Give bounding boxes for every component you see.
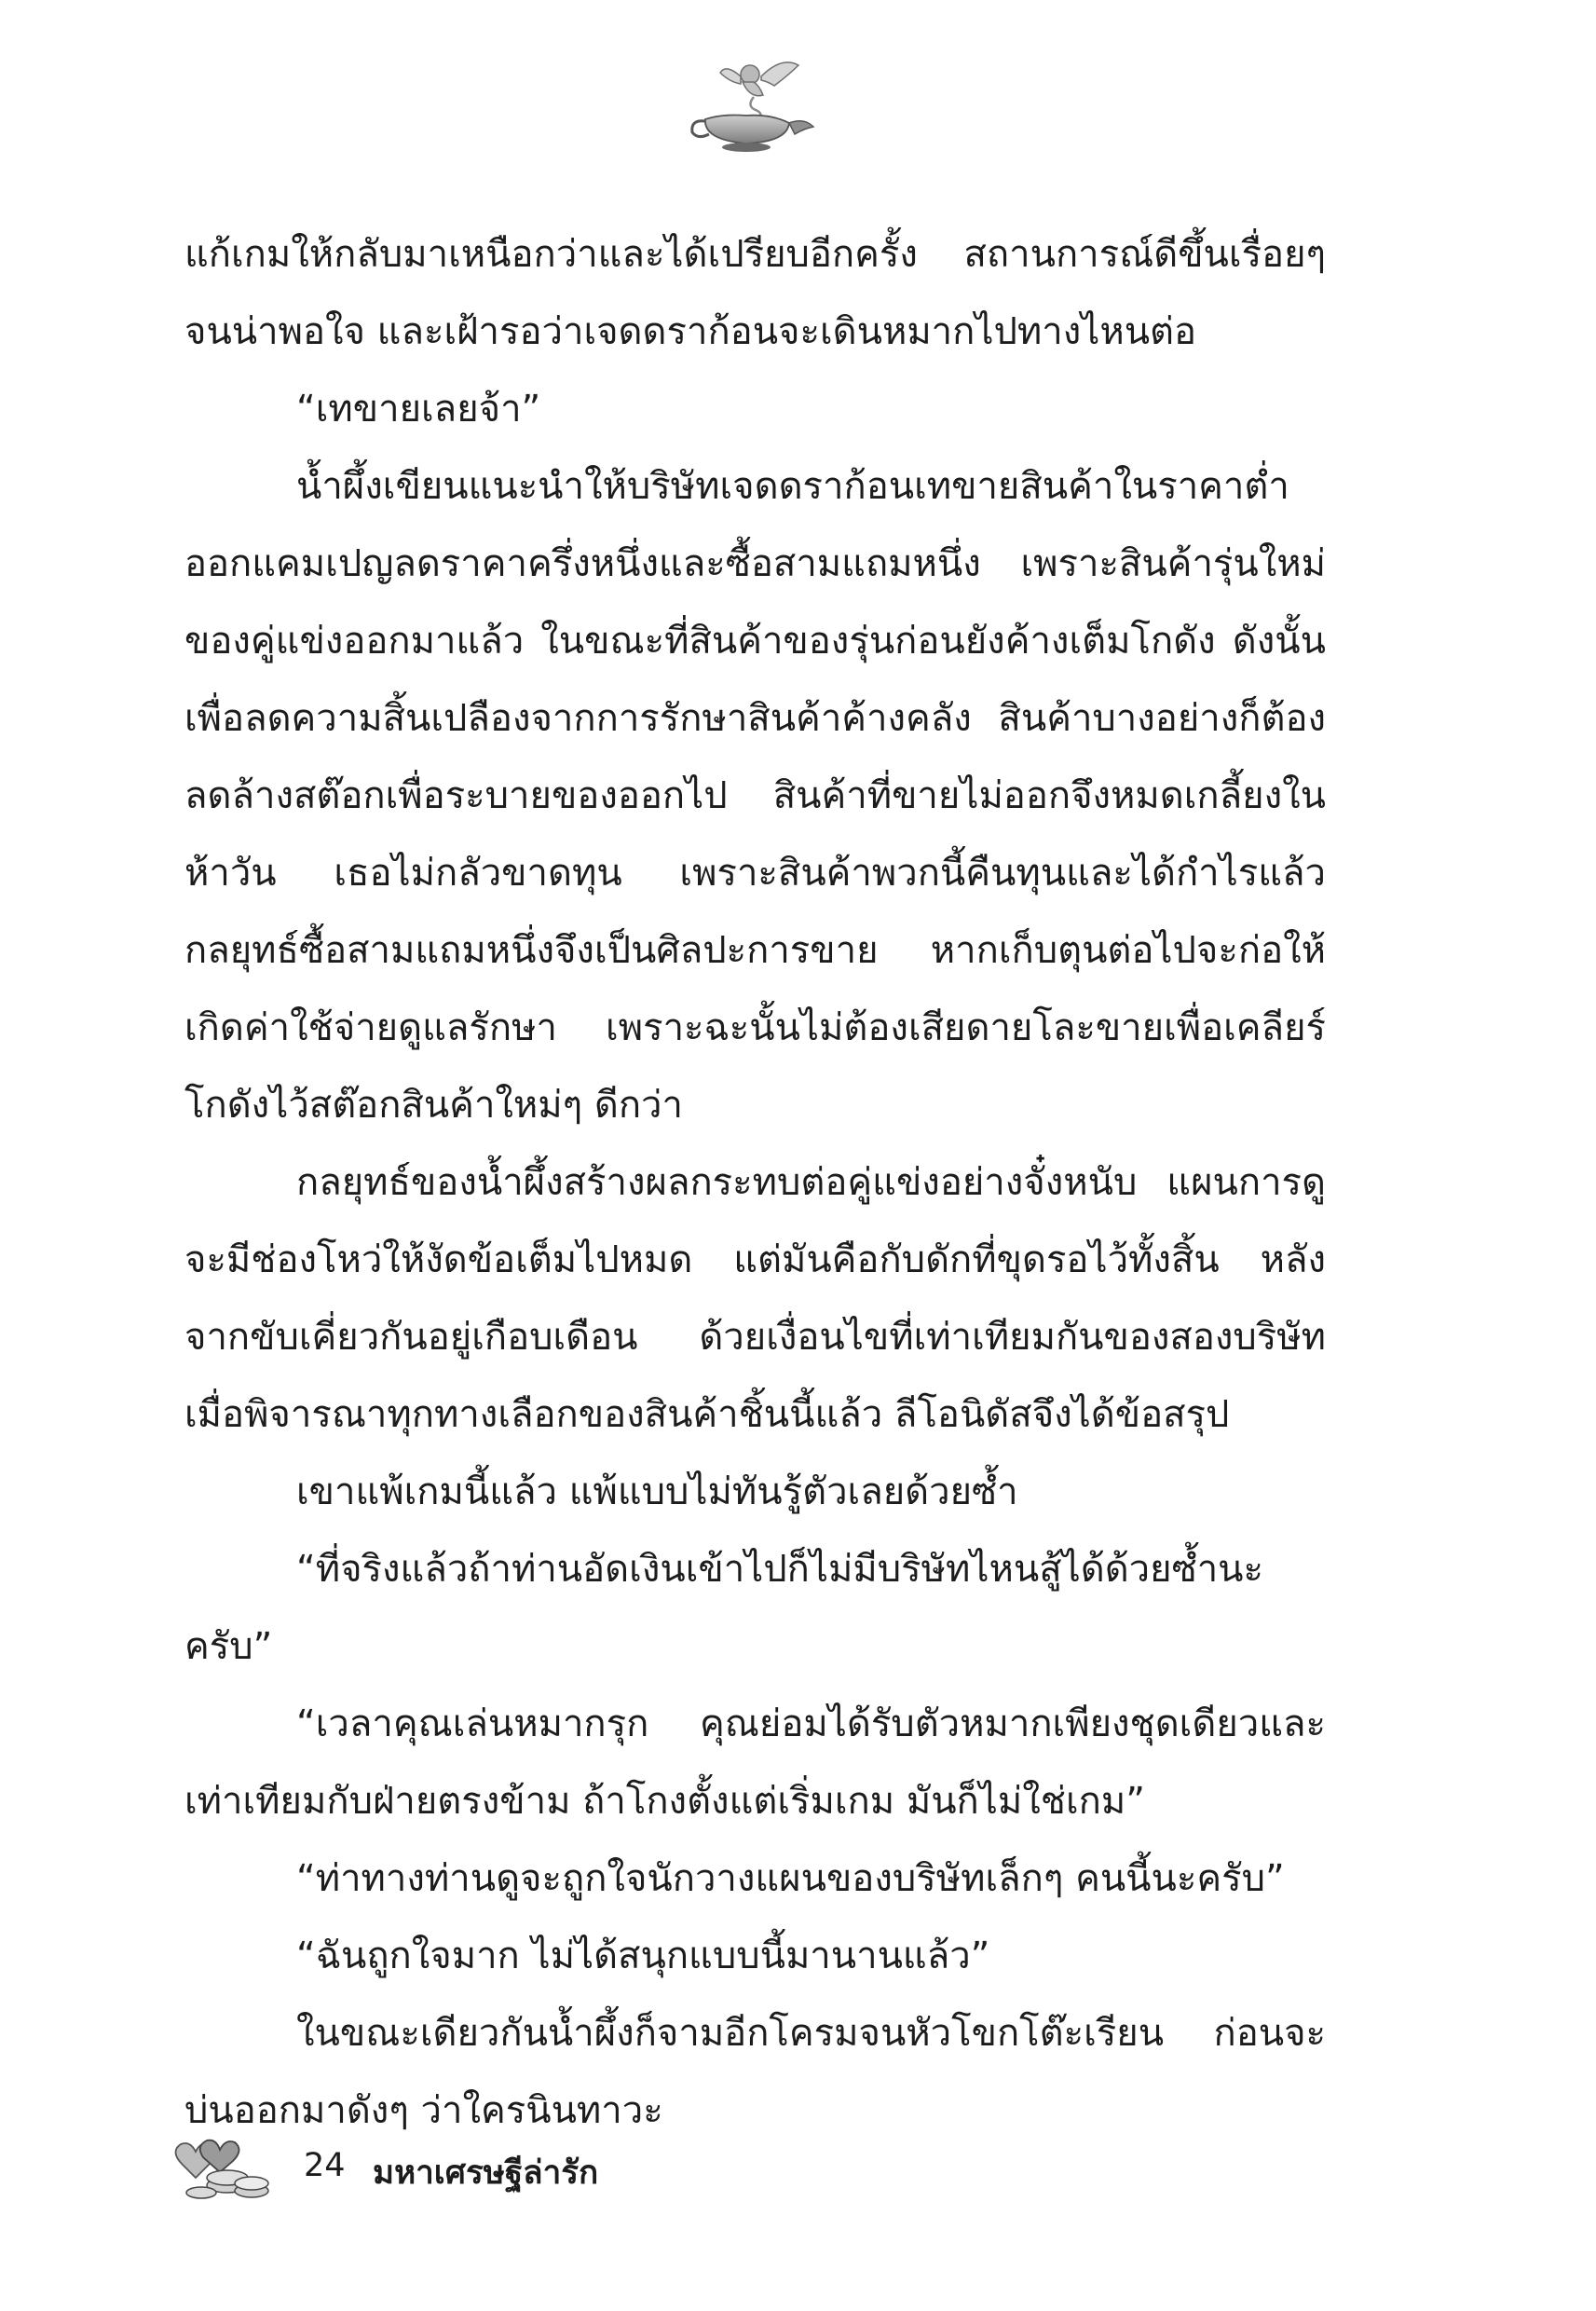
paragraph: “เวลาคุณเล่นหมากรุก คุณย่อมได้รับตัวหมากเพียงชุดเดียวและเท่าเทียมกับฝ่ายตรงข้าม ถ้าโกงตั้งแต่เริ่มเกม มันก็ไม่ใช่เกม” — [184, 1702, 1326, 1823]
cupid-magic-lamp-icon — [685, 54, 825, 157]
paragraph: “ท่าทางท่านดูจะถูกใจนักวางแผนของบริษัทเล็กๆ คนนี้นะครับ” — [296, 1857, 1285, 1900]
page-number: 24 — [304, 2147, 346, 2184]
hearts-and-coins-icon — [164, 2129, 276, 2204]
paragraph: “ที่จริงแล้วถ้าท่านอัดเงินเข้าไปก็ไม่มีบริษัทไหนสู้ได้ด้วยซ้ำนะครับ” — [184, 1548, 1264, 1668]
paragraph: น้ำผึ้งเขียนแนะนำให้บริษัทเจดดราก้อนเทขายสินค้าในราคาต่ำ ออกแคมเปญลดราคาครึ่งหนึ่งและซื้อสามแถมหนึ่ง เพราะสินค้ารุ่นใหม่ของคู่แข่งออกมาแล้ว ในขณะที่สินค้าของรุ่นก่อนยังค้างเต็มโกดัง ดังนั้นเพื่อลดความสิ้นเปลืองจากการรักษาสินค้าค้างคลัง สินค้าบางอย่างก็ต้องลดล้างสต๊อกเพื่อระบายของออกไป สินค้าที่ขายไม่ออกจึงหมดเกลี้ยงในห้าวัน เธอไม่กลัวขาดทุน เพราะสินค้าพวกนี้คืนทุนและได้กำไรแล้ว กลยุทธ์ซื้อสามแถมหนึ่งจึงเป็นศิลปะการขาย หากเก็บตุนต่อไปจะก่อให้เกิดค่าใช้จ่ายดูแลรักษา เพราะฉะนั้นไม่ต้องเสียดายโละขายเพื่อเคลียร์โกดังไว้สต๊อกสินค้าใหม่ๆ ดีกว่า — [184, 465, 1326, 1127]
paragraph: เขาแพ้เกมนี้แล้ว แพ้แบบไม่ทันรู้ตัวเลยด้วยซ้ำ — [296, 1470, 1018, 1513]
paragraph: แก้เกมให้กลับมาเหนือกว่าและได้เปรียบอีกครั้ง สถานการณ์ดีขึ้นเรื่อยๆ จนน่าพอใจ และเฝ้ารอว่าเจดดราก้อนจะเดินหมากไปทางไหนต่อ — [184, 233, 1326, 353]
paragraph: “เทขายเลยจ้า” — [296, 388, 541, 431]
book-title: มหาเศรษฐีล่ารัก — [373, 2154, 599, 2192]
chapter-body-text — [184, 216, 1326, 2150]
paragraph: กลยุทธ์ของน้ำผึ้งสร้างผลกระทบต่อคู่แข่งอย่างจั๋งหนับ แผนการดูจะมีช่องโหว่ให้งัดข้อเต็มไปหมด แต่มันคือกับดักที่ขุดรอไว้ทั้งสิ้น หลังจากขับเคี่ยวกันอยู่เกือบเดือน ด้วยเงื่อนไขที่เท่าเทียมกันของสองบริษัท เมื่อพิจารณาทุกทางเลือกของสินค้าชิ้นนี้แล้ว ลีโอนิดัสจึงได้ข้อสรุป — [184, 1161, 1326, 1436]
paragraph: “ฉันถูกใจมาก ไม่ได้สนุกแบบนี้มานานแล้ว” — [296, 1935, 990, 1977]
paragraph: ในขณะเดียวกันน้ำผึ้งก็จามอีกโครมจนหัวโขกโต๊ะเรียน ก่อนจะบ่นออกมาดังๆ ว่าใครนินทาวะ — [184, 2012, 1326, 2132]
